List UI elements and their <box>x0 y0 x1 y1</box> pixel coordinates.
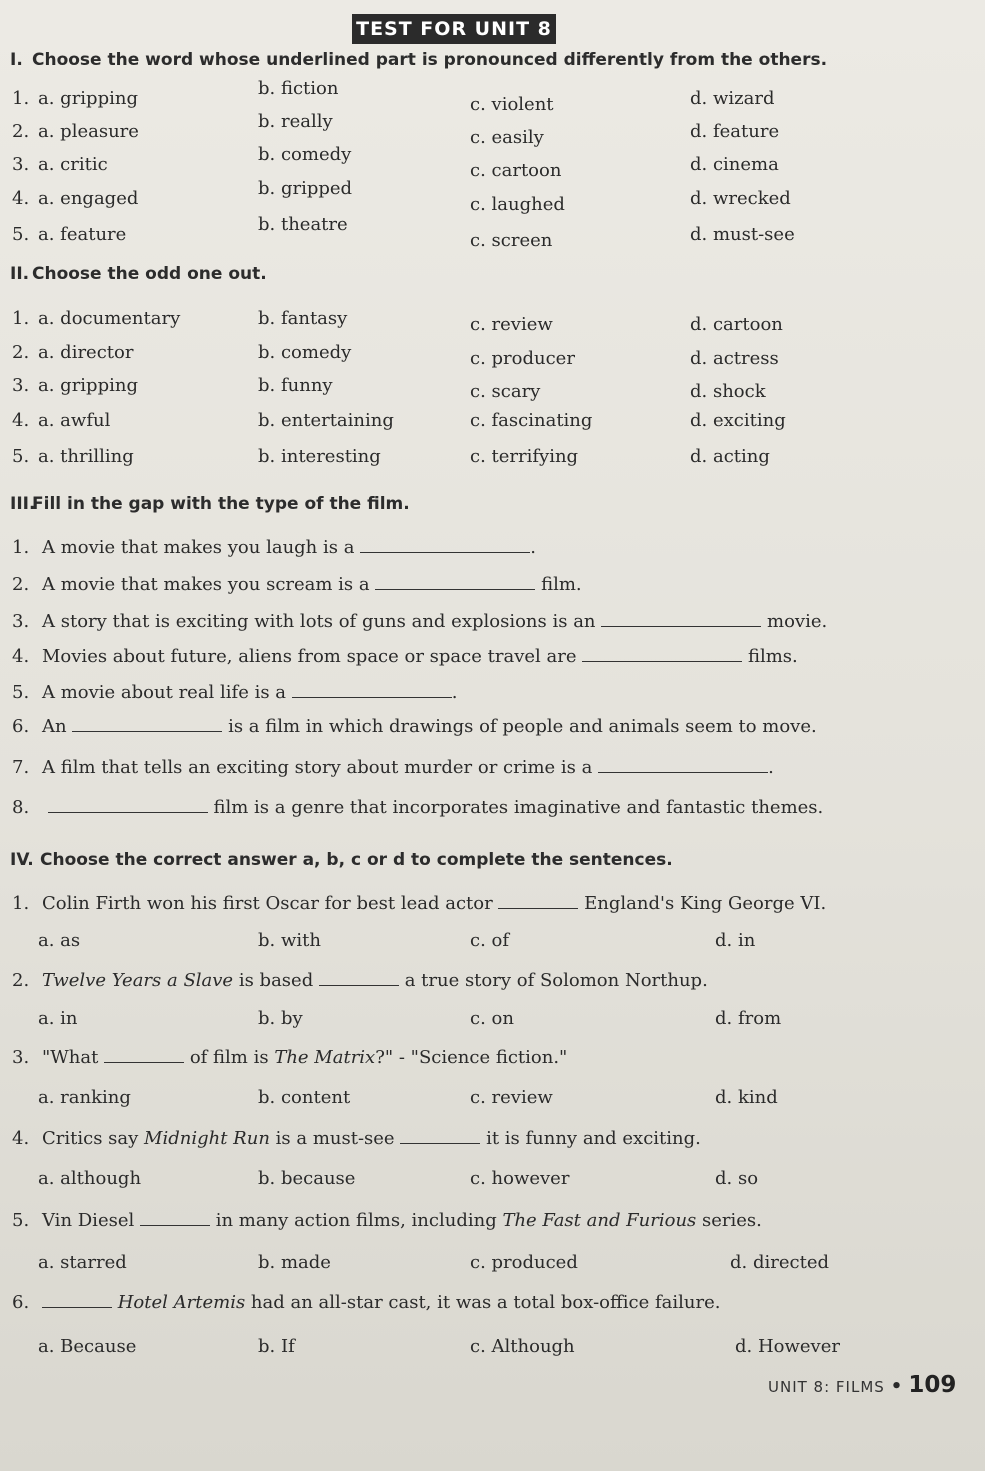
s3-question-8: 8. film is a genre that incorporates imaginative and fantastic themes. <box>12 797 824 818</box>
section-2-heading <box>10 264 970 284</box>
option-c: c. producer <box>470 348 575 369</box>
option-a: a. thrilling <box>38 446 134 467</box>
test-title: TEST FOR UNIT 8 <box>352 14 556 44</box>
answer-blank[interactable] <box>360 538 530 553</box>
option-c: c. of <box>470 930 510 951</box>
option-a: a. engaged <box>38 188 139 209</box>
s4-question-5-stem: 5. Vin Diesel in many action films, including The Fast and Furious series. <box>12 1210 762 1231</box>
option-a: a. feature <box>38 224 127 245</box>
answer-blank[interactable] <box>498 894 578 909</box>
option-d: d. wizard <box>690 88 775 109</box>
option-a: a. although <box>38 1168 142 1189</box>
option-b: b. comedy <box>258 342 352 363</box>
option-c: c. review <box>470 1087 553 1108</box>
section-3-instruction: Fill in the gap with the type of the film. <box>32 494 410 514</box>
s2-question-3: 3. a. gripping b. funny c. scary d. shock <box>12 375 766 402</box>
option-c: c. produced <box>470 1252 578 1273</box>
s2-question-5: 5. a. thrilling b. interesting c. terrifying d. acting <box>12 446 770 467</box>
unit-label: UNIT 8: FILMS <box>768 1378 885 1396</box>
option-a: a. documentary <box>38 308 181 329</box>
answer-blank[interactable] <box>598 758 768 773</box>
answer-blank[interactable] <box>601 612 761 627</box>
answer-blank[interactable] <box>72 717 222 732</box>
answer-blank[interactable] <box>319 971 399 986</box>
option-c: c. fascinating <box>470 410 593 431</box>
option-a: a. critic <box>38 154 108 175</box>
s3-question-2: 2. A movie that makes you scream is a film. <box>12 574 582 595</box>
section-3-number: III. <box>10 494 36 514</box>
section-4-heading <box>10 850 970 870</box>
option-b: b. entertaining <box>258 410 394 431</box>
option-d: d. kind <box>715 1087 778 1108</box>
option-d: d. from <box>715 1008 782 1029</box>
option-c: c. violent <box>470 94 554 115</box>
answer-blank[interactable] <box>292 683 452 698</box>
answer-blank[interactable] <box>140 1211 210 1226</box>
s3-question-4: 4. Movies about future, aliens from space or space travel are films. <box>12 646 798 667</box>
option-d: d. in <box>715 930 756 951</box>
option-d: d. actress <box>690 348 779 369</box>
option-c: c. laughed <box>470 194 565 215</box>
s4-question-6-stem: 6. Hotel Artemis had an all-star cast, it was a total box-office failure. <box>12 1292 721 1313</box>
s2-question-4: 4. a. awful b. entertaining c. fascinating d. exciting <box>12 410 786 431</box>
section-1-instruction: Choose the word whose underlined part is pronounced differently from the others. <box>32 50 828 70</box>
s3-question-6: 6. An is a film in which drawings of people and animals seem to move. <box>12 716 817 737</box>
option-b: b. gripped <box>258 178 353 199</box>
s1-question-1: 1. a. gripping b. fiction c. violent d. wizard <box>12 78 775 115</box>
s1-question-5: 5. a. feature b. theatre c. screen d. must-see <box>12 214 795 251</box>
option-b: b. content <box>258 1087 351 1108</box>
footer-separator: • <box>890 1376 903 1397</box>
option-a: a. as <box>38 930 81 951</box>
section-2-number: II. <box>10 264 30 284</box>
option-c: c. screen <box>470 230 553 251</box>
option-d: d. However <box>735 1336 840 1357</box>
option-c: c. cartoon <box>470 160 562 181</box>
option-d: d. directed <box>730 1252 829 1273</box>
option-c: c. review <box>470 314 553 335</box>
option-c: c. easily <box>470 127 544 148</box>
section-4-instruction: Choose the correct answer a, b, c or d to complete the sentences. <box>40 850 673 870</box>
answer-blank[interactable] <box>42 1293 112 1308</box>
option-d: d. shock <box>690 381 766 402</box>
option-a: a. Because <box>38 1336 137 1357</box>
option-d: d. exciting <box>690 410 786 431</box>
s2-question-1: 1. a. documentary b. fantasy c. review d. cartoon <box>12 308 783 335</box>
option-c: c. on <box>470 1008 514 1029</box>
option-a: a. gripping <box>38 375 138 396</box>
option-a: a. starred <box>38 1252 127 1273</box>
option-d: d. acting <box>690 446 770 467</box>
s1-question-4: 4. a. engaged b. gripped c. laughed d. wrecked <box>12 178 791 215</box>
option-c: c. however <box>470 1168 570 1189</box>
s1-question-3: 3. a. critic b. comedy c. cartoon d. cinema <box>12 144 779 181</box>
option-a: a. ranking <box>38 1087 131 1108</box>
s4-question-4-stem: 4. Critics say Midnight Run is a must-see it is funny and exciting. <box>12 1128 701 1149</box>
page-footer <box>768 1372 956 1398</box>
s3-question-5: 5. A movie about real life is a . <box>12 682 458 703</box>
option-b: b. If <box>258 1336 295 1357</box>
section-1-number: I. <box>10 50 23 70</box>
s2-question-2: 2. a. director b. comedy c. producer d. actress <box>12 342 779 369</box>
answer-blank[interactable] <box>582 647 742 662</box>
option-c: c. scary <box>470 381 541 402</box>
s4-question-5-options <box>0 1252 985 1286</box>
answer-blank[interactable] <box>400 1129 480 1144</box>
answer-blank[interactable] <box>104 1048 184 1063</box>
option-c: c. terrifying <box>470 446 579 467</box>
option-b: b. fantasy <box>258 308 348 329</box>
option-b: b. funny <box>258 375 333 396</box>
option-b: b. really <box>258 111 333 132</box>
page-number: 109 <box>908 1372 957 1398</box>
option-b: b. comedy <box>258 144 352 165</box>
s3-question-7: 7. A film that tells an exciting story about murder or crime is a . <box>12 757 774 778</box>
option-d: d. cartoon <box>690 314 783 335</box>
option-b: b. with <box>258 930 321 951</box>
s1-question-2: 2. a. pleasure b. really c. easily d. feature <box>12 111 780 148</box>
option-d: d. feature <box>690 121 780 142</box>
section-4-number: IV. <box>10 850 34 870</box>
option-c: c. Although <box>470 1336 575 1357</box>
s4-question-6-options <box>0 1336 985 1370</box>
s3-question-1: 1. A movie that makes you laugh is a . <box>12 537 536 558</box>
s4-question-1-stem: 1. Colin Firth won his first Oscar for best lead actor England's King George VI. <box>12 893 827 914</box>
s4-question-2-options <box>0 1008 985 1042</box>
option-a: a. awful <box>38 410 111 431</box>
s4-question-1-options <box>0 930 985 964</box>
option-b: b. by <box>258 1008 303 1029</box>
option-d: d. must-see <box>690 224 795 245</box>
option-a: a. pleasure <box>38 121 139 142</box>
option-a: a. director <box>38 342 134 363</box>
option-b: b. because <box>258 1168 356 1189</box>
option-b: b. interesting <box>258 446 381 467</box>
option-a: a. gripping <box>38 88 138 109</box>
s4-question-2-stem: 2. Twelve Years a Slave is based a true story of Solomon Northup. <box>12 970 708 991</box>
section-1-heading <box>10 50 970 70</box>
option-b: b. made <box>258 1252 331 1273</box>
option-d: d. so <box>715 1168 759 1189</box>
s4-question-4-options <box>0 1168 985 1202</box>
s3-question-3: 3. A story that is exciting with lots of guns and explosions is an movie. <box>12 611 828 632</box>
answer-blank[interactable] <box>375 575 535 590</box>
s4-question-3-stem: 3. "What of film is The Matrix?" - "Science fiction." <box>12 1047 568 1068</box>
option-d: d. cinema <box>690 154 779 175</box>
section-3-heading <box>10 494 970 514</box>
option-b: b. theatre <box>258 214 348 235</box>
option-d: d. wrecked <box>690 188 791 209</box>
s4-question-3-options <box>0 1087 985 1121</box>
option-b: b. fiction <box>258 78 339 99</box>
section-2-instruction: Choose the odd one out. <box>32 264 267 284</box>
answer-blank[interactable] <box>48 798 208 813</box>
option-a: a. in <box>38 1008 78 1029</box>
